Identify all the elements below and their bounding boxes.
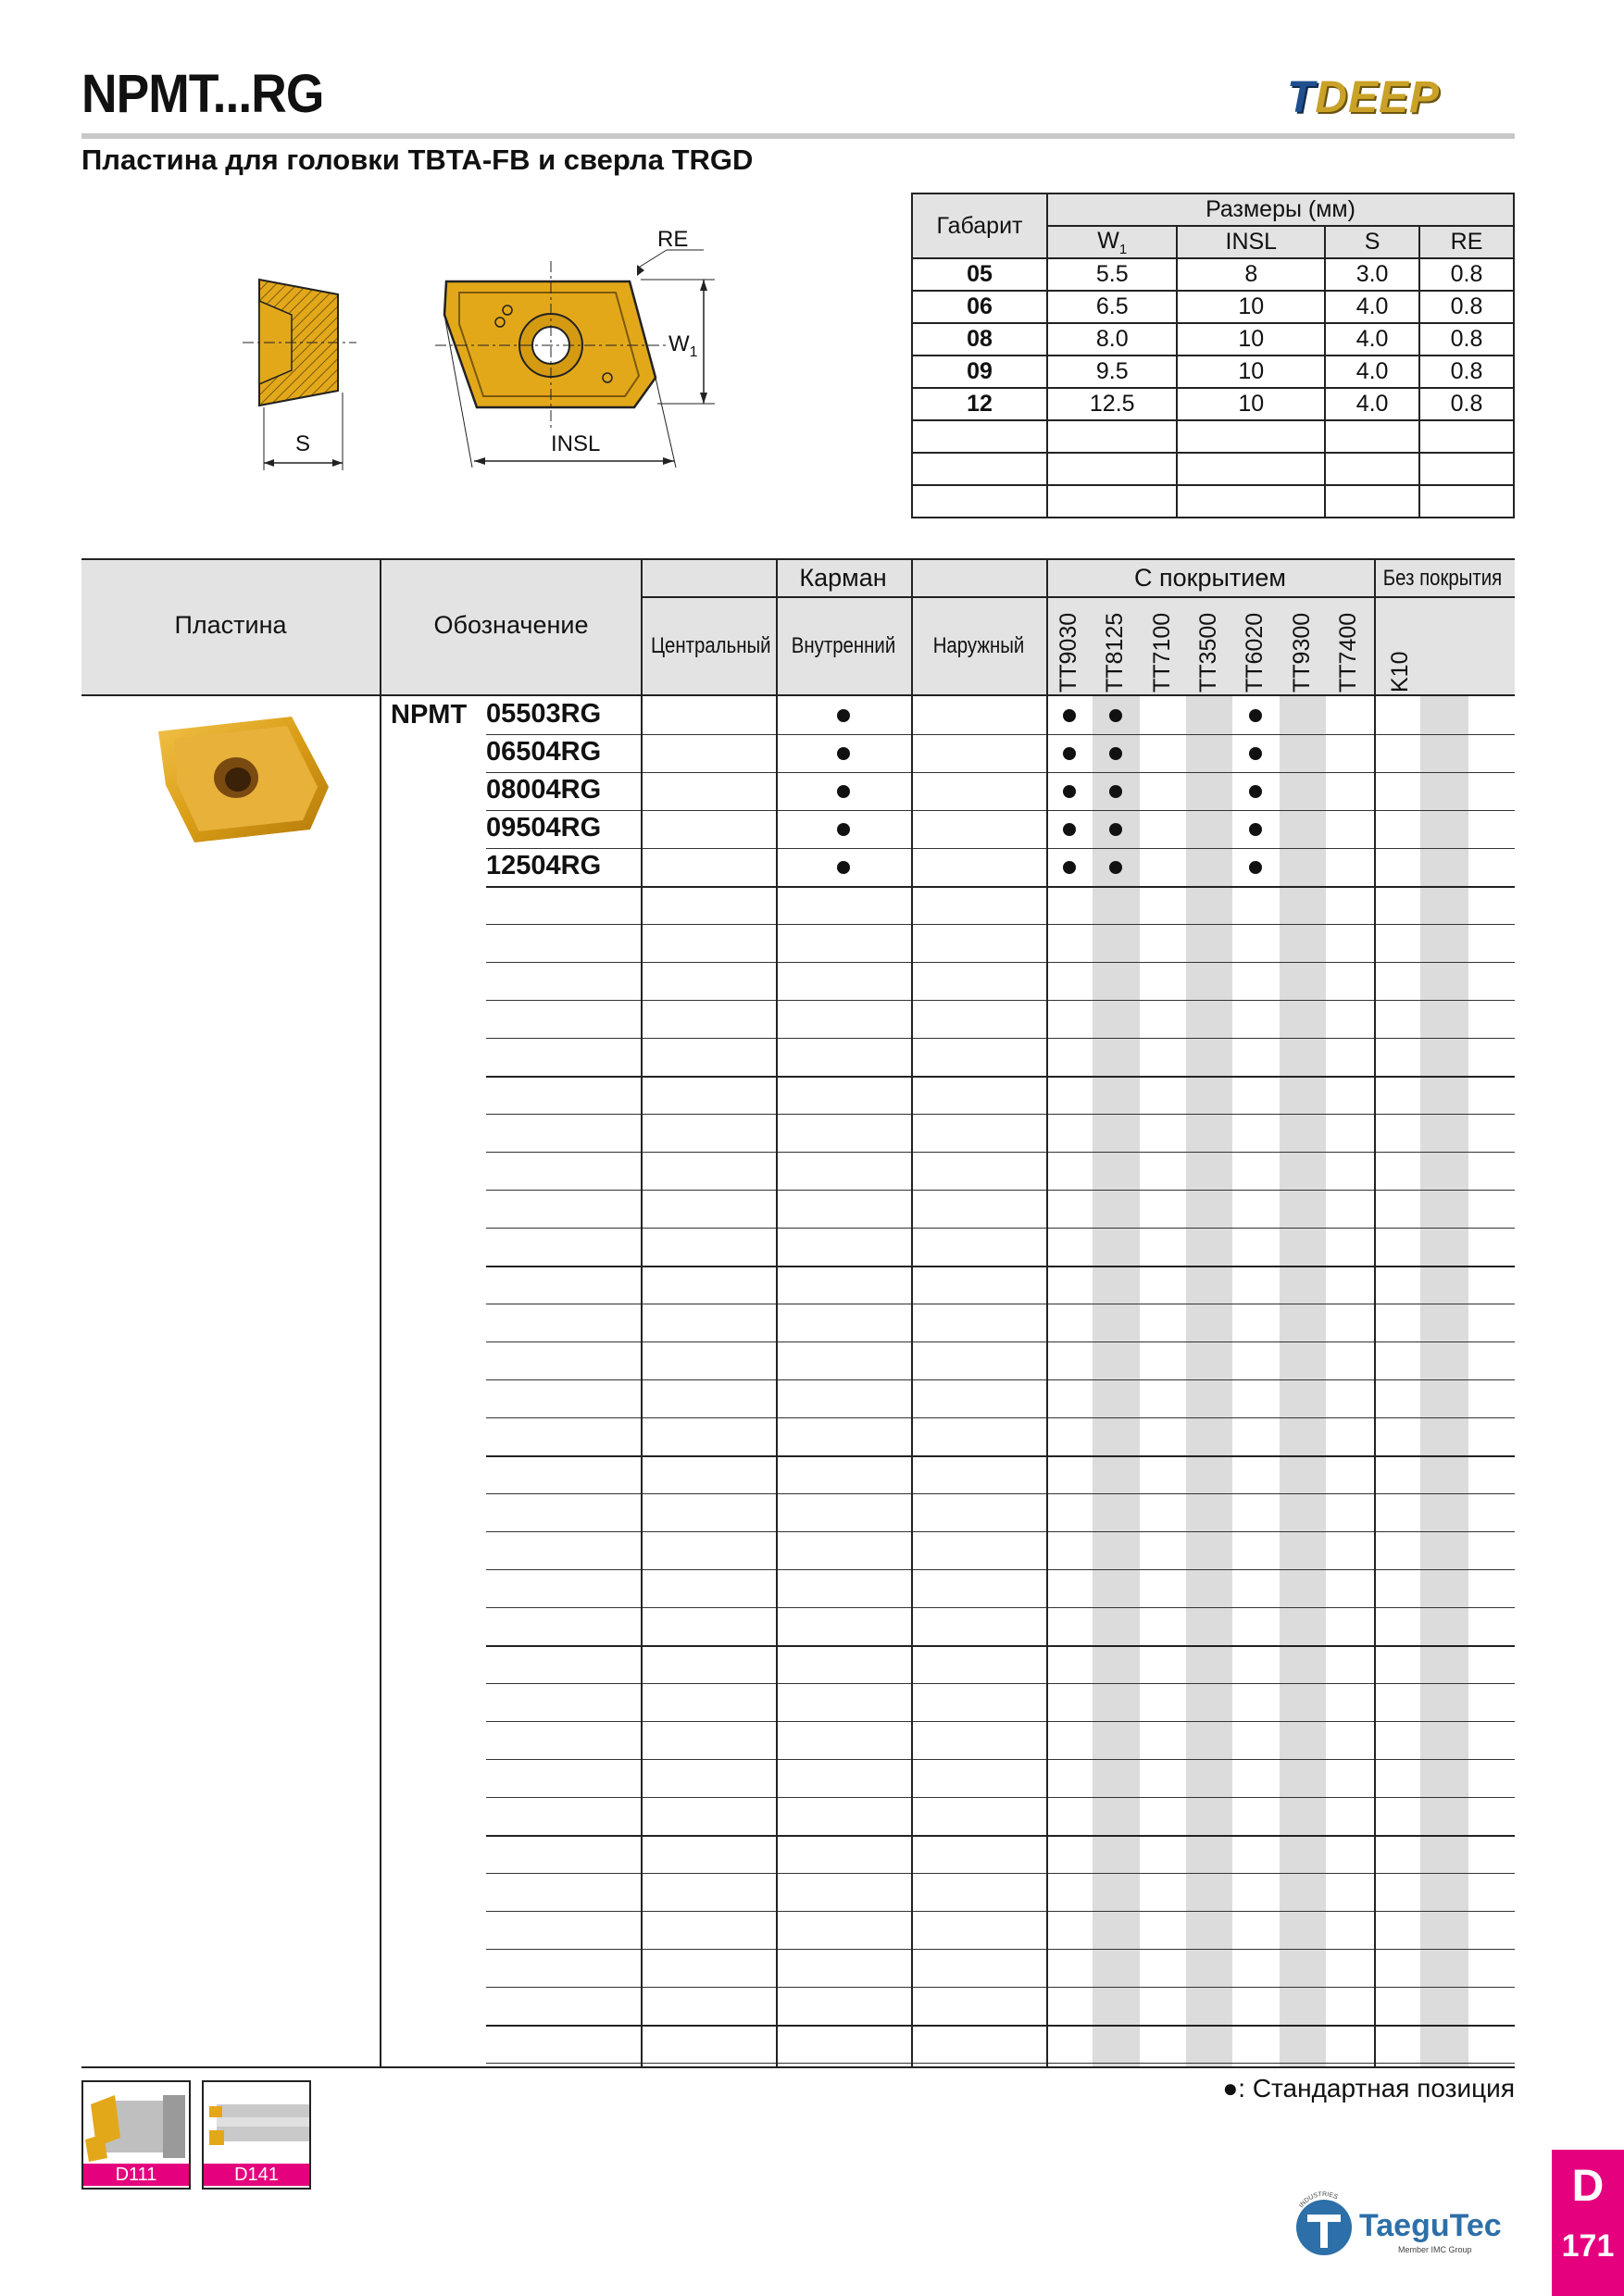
dims-cell: 12.5: [1047, 388, 1177, 420]
grade-header: K10: [1387, 651, 1413, 693]
tdeep-logo: TDEEP: [1287, 73, 1441, 122]
header-bottom-border: [81, 694, 1515, 696]
grade-header: TT7400: [1334, 612, 1361, 693]
page-number: 171: [1561, 2228, 1615, 2264]
product-code: 05503RG: [486, 699, 602, 729]
dims-cell: 12: [912, 388, 1047, 420]
label-s: S: [295, 431, 311, 456]
availability-dot: [1063, 823, 1076, 836]
dims-row-empty: [912, 420, 1514, 453]
product-code: 08004RG: [486, 775, 602, 805]
table-bottom-border: [81, 2066, 1515, 2068]
dims-header-w1: $W_1$: [1047, 226, 1177, 258]
header-plate: Пластина: [174, 611, 287, 639]
dims-cell: 0.8: [1419, 356, 1514, 388]
product-code: 06504RG: [486, 737, 602, 767]
dims-cell: 06: [912, 291, 1047, 323]
dims-cell: 0.8: [1419, 388, 1514, 420]
column-border: [641, 558, 643, 2066]
availability-dot: [1063, 861, 1076, 874]
header-designation: Обозначение: [433, 611, 589, 639]
dims-row: [912, 388, 1514, 420]
column-border: [1374, 558, 1376, 2066]
header-divider: [641, 596, 1515, 598]
dims-cell: 10: [1177, 388, 1325, 420]
grade-header: TT9300: [1288, 612, 1315, 693]
dims-header-insl: INSL: [1177, 226, 1325, 258]
dims-cell: 5.5: [1047, 258, 1177, 291]
dims-cell: 05: [912, 258, 1047, 291]
availability-dot: [837, 861, 850, 874]
availability-dot: [1063, 709, 1076, 722]
availability-dot: [1249, 785, 1262, 798]
column-border: [380, 558, 381, 2066]
dims-cell: 4.0: [1325, 323, 1419, 356]
dims-cell: 4.0: [1325, 388, 1419, 420]
dims-header-re: RE: [1419, 226, 1514, 258]
availability-dot: [1063, 785, 1076, 798]
dims-header-s: S: [1325, 226, 1419, 258]
dims-cell: 08: [912, 323, 1047, 356]
drill-head-icon: [83, 2082, 189, 2165]
availability-dot: [1249, 747, 1262, 760]
dims-cell: 10: [1177, 356, 1325, 388]
header-pocket-inner: Внутренний: [791, 633, 896, 658]
availability-dot: [1249, 709, 1262, 722]
brand-tagline: Member IMC Group: [1398, 2245, 1472, 2254]
dims-cell: 3.0: [1325, 258, 1419, 291]
dims-row: [912, 291, 1514, 323]
shaded-column: [1280, 694, 1326, 2066]
product-code: 12504RG: [486, 851, 602, 880]
grade-header: TT8125: [1102, 612, 1129, 693]
dims-cell: 9.5: [1047, 356, 1177, 388]
prefix-npmt: NPMT: [391, 700, 468, 730]
dims-cell: 8: [1177, 258, 1325, 291]
column-border: [776, 558, 778, 2066]
dims-row: [912, 323, 1514, 356]
grade-header: TT7100: [1148, 612, 1175, 693]
dims-cell: 6.5: [1047, 291, 1177, 323]
drill-icon: [204, 2082, 309, 2165]
dims-cell: 10: [1177, 291, 1325, 323]
availability-dot: [1249, 861, 1262, 874]
header-pocket-central: Центральный: [650, 633, 771, 658]
label-w1: $W_1$: [668, 331, 698, 360]
page-subtitle: Пластина для головки TBTA-FB и сверла TRGD: [81, 144, 754, 176]
grade-header: TT9030: [1056, 612, 1081, 693]
dimensions-table: [911, 193, 1515, 518]
brand-name: TaeguTec: [1359, 2208, 1502, 2243]
dims-cell: 4.0: [1325, 356, 1419, 388]
dims-header-group: Размеры (мм): [1047, 193, 1514, 226]
shaded-column: [1186, 694, 1232, 2066]
header-coated: С покрытием: [1134, 564, 1286, 592]
grade-header: TT6020: [1242, 612, 1268, 693]
dims-cell: 0.8: [1419, 323, 1514, 356]
dims-row-empty: [912, 453, 1514, 485]
availability-dot: [837, 785, 850, 798]
shaded-column: [1093, 694, 1139, 2066]
insert-photo: [153, 711, 338, 850]
label-re: RE: [657, 227, 689, 252]
header-pocket: Карман: [799, 564, 887, 592]
label-insl: INSL: [551, 431, 601, 456]
grade-header: TT3500: [1194, 612, 1221, 693]
dims-row-empty: [912, 485, 1514, 518]
table-top-border: [81, 558, 1515, 560]
logo-arc-text: INDUSTRIES: [1298, 2190, 1339, 2210]
dims-row: [912, 258, 1514, 291]
section-letter: D: [1571, 2162, 1605, 2211]
header-pocket-outer: Наружный: [932, 633, 1025, 658]
title-divider: [81, 133, 1515, 139]
availability-dot: [1249, 823, 1262, 836]
availability-dot: [837, 747, 850, 760]
dims-cell: 0.8: [1419, 291, 1514, 323]
dims-cell: 10: [1177, 323, 1325, 356]
shaded-column: [1420, 694, 1468, 2066]
thumbnail-d141-label: D141: [204, 2164, 309, 2186]
dims-cell: 8.0: [1047, 323, 1177, 356]
availability-dot: [837, 823, 850, 836]
dims-header-gabarit: Габарит: [912, 193, 1047, 258]
page-title: NPMT...RG: [81, 64, 324, 124]
dims-cell: 0.8: [1419, 258, 1514, 291]
header-uncoated: Без покрытия: [1382, 566, 1503, 591]
availability-dot: [1063, 747, 1076, 760]
column-border: [1046, 558, 1048, 2066]
legend: ●: Стандартная позиция: [1222, 2074, 1515, 2103]
product-code: 09504RG: [486, 813, 602, 842]
thumbnail-d111-label: D111: [83, 2164, 189, 2186]
dims-cell: 4.0: [1325, 291, 1419, 323]
taegutec-logo-icon: [1287, 2185, 1361, 2259]
column-border: [911, 558, 913, 2066]
availability-dot: [837, 709, 850, 722]
section-tab: [1552, 2150, 1624, 2296]
dims-row: [912, 356, 1514, 388]
dims-cell: 09: [912, 356, 1047, 388]
